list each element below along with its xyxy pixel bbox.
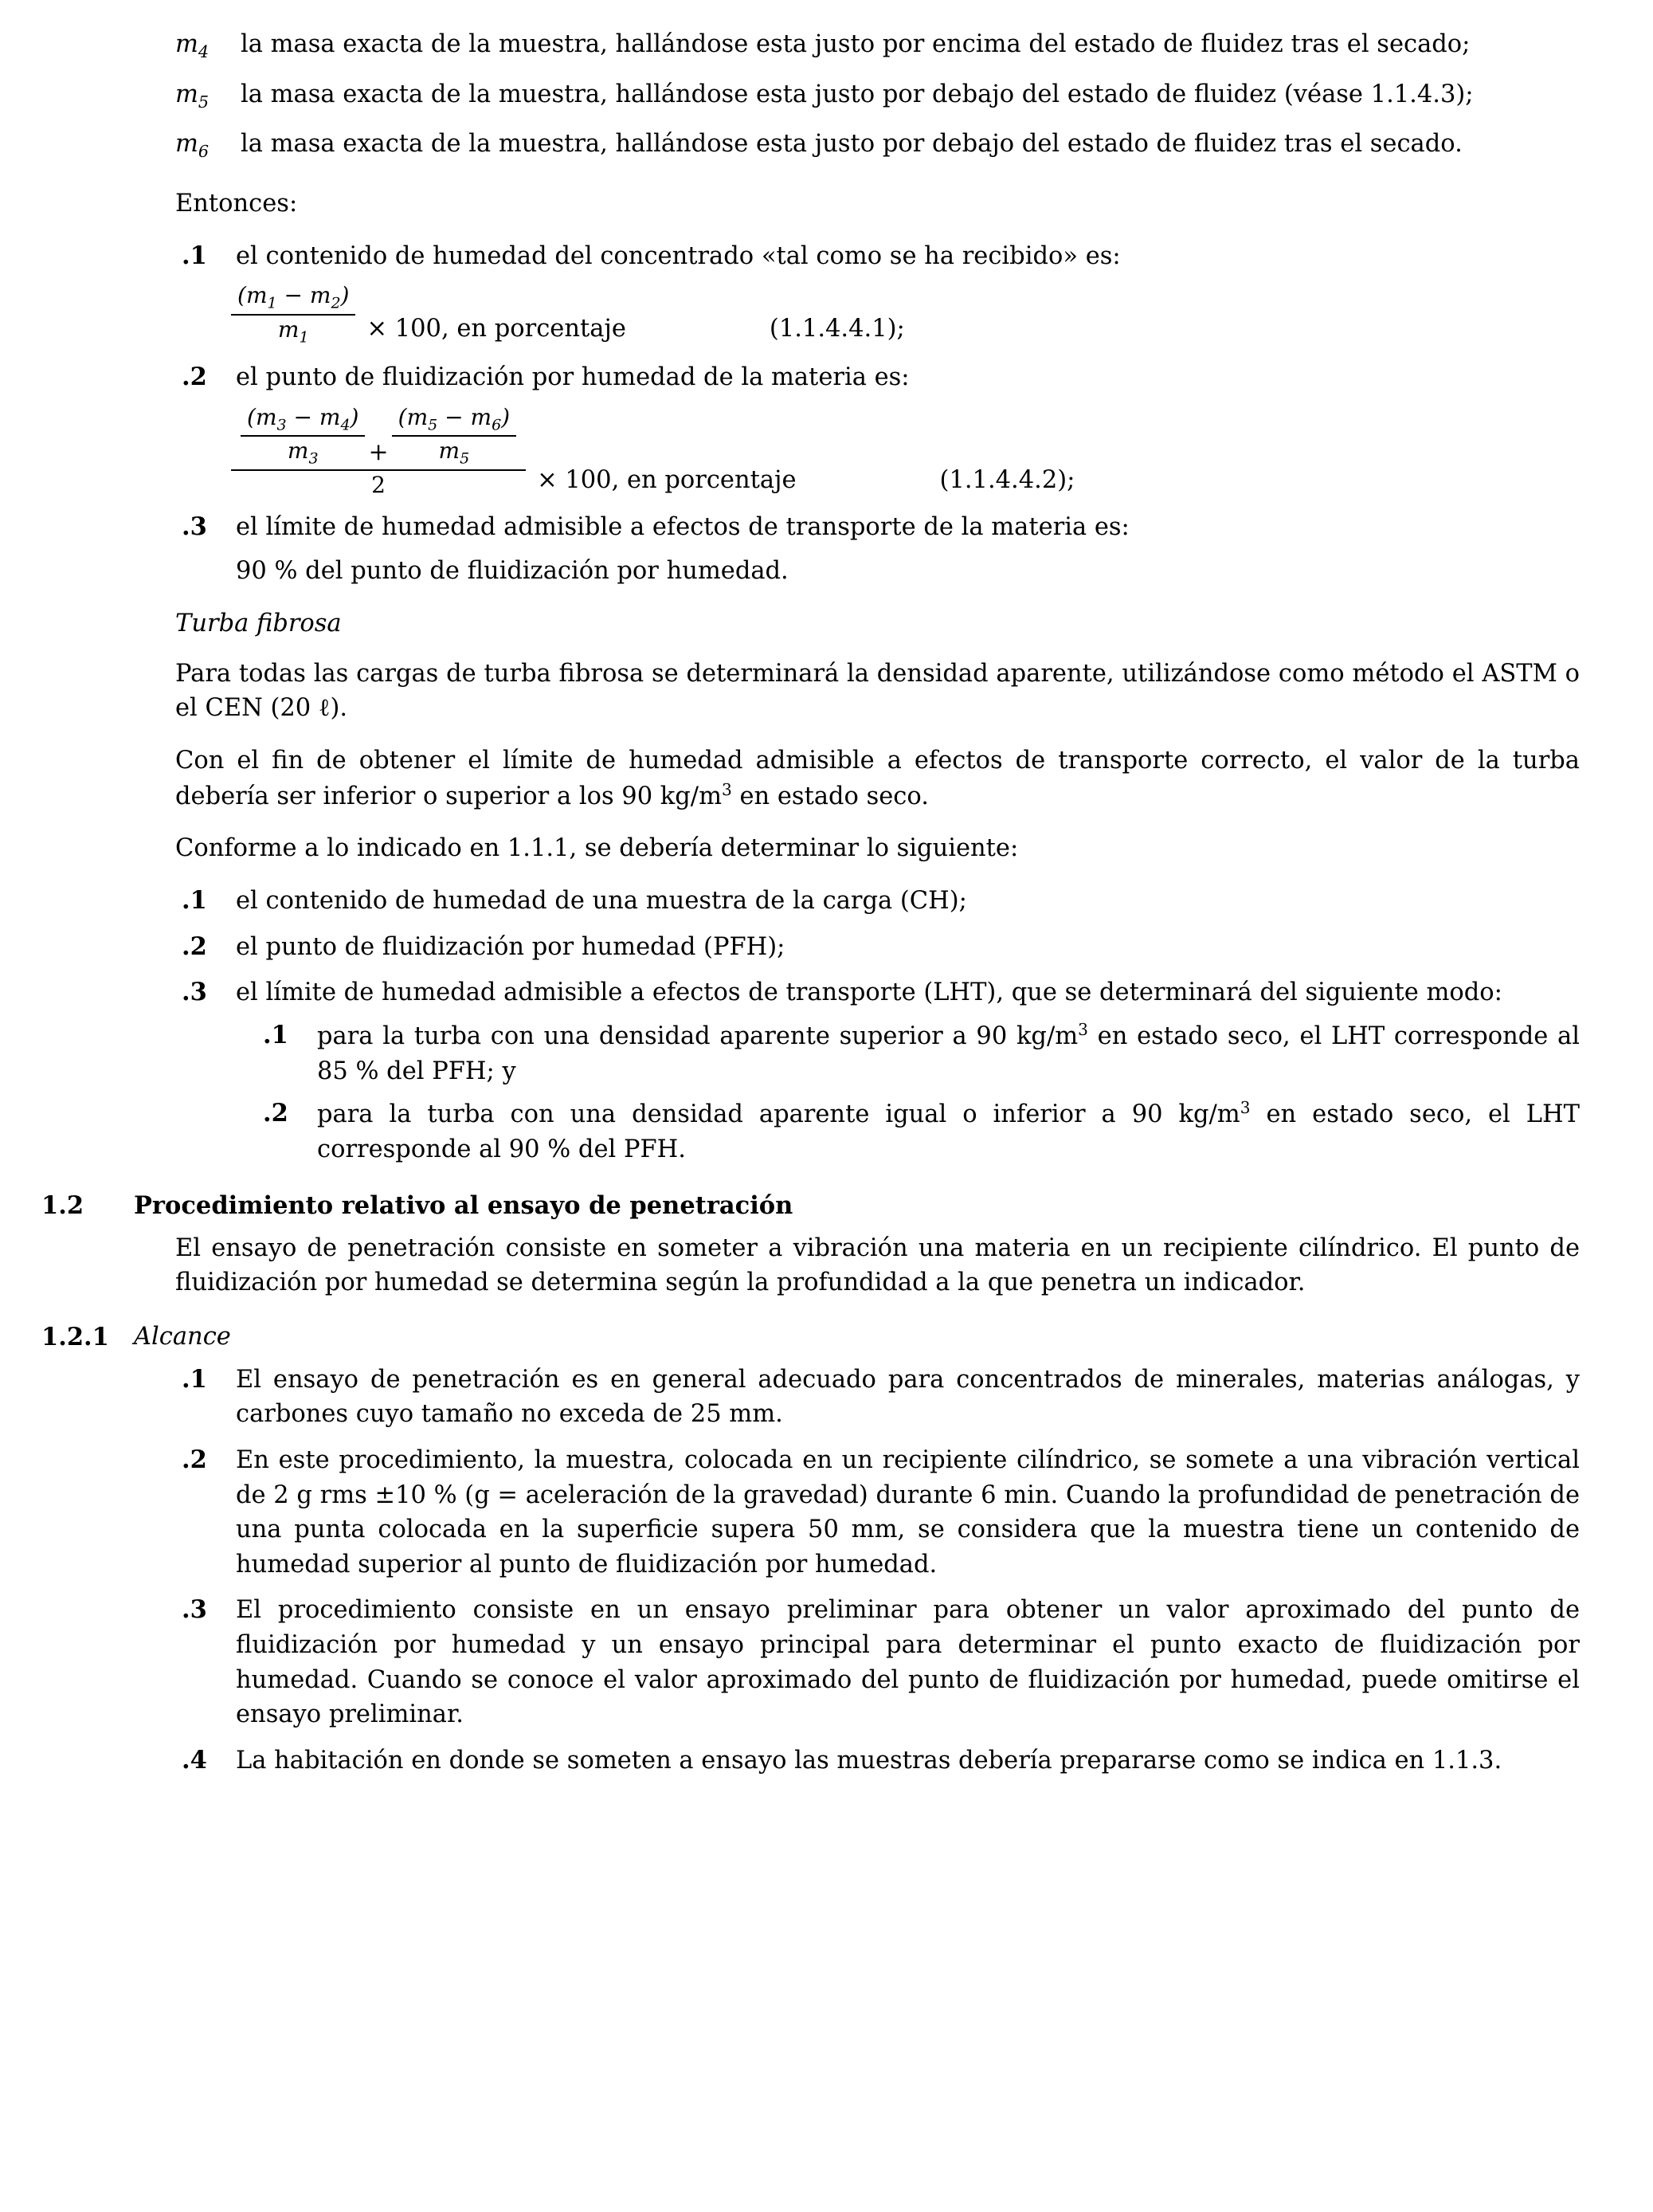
fraction-denominator: $m_3$ <box>287 437 319 468</box>
list-item <box>41 1593 1580 1732</box>
list-item <box>41 884 1580 919</box>
definition-list <box>41 27 1580 164</box>
outer-denominator: 2 <box>371 471 386 498</box>
symbol-m5: $m_5$ <box>175 80 210 112</box>
list-item-number: .1 <box>182 241 207 270</box>
formula-tail: × 100, en porcentaje <box>537 465 797 494</box>
sub-list-item-text: para la turba con una densidad aparente igual o inferior a 90 $kg/m^3$ en estado seco, el LHT corresponde al 90 % del PFH. <box>317 1098 1580 1163</box>
formula-reference: (1.1.4.4.2); <box>939 465 1075 494</box>
list-item-text: el punto de fluidización por humedad (PFH); <box>236 932 785 961</box>
list-item <box>41 510 1580 545</box>
fraction <box>231 281 355 347</box>
definition-item <box>41 77 1580 115</box>
section-number: 1.2 <box>41 1190 84 1220</box>
list-item-text: el límite de humedad admisible a efectos de transporte de la materia es: <box>236 512 1130 541</box>
list-item-number: .2 <box>182 931 207 961</box>
list-item-text: El procedimiento consiste en un ensayo preliminar para obtener un valor aproximado del punto de fluidización por humedad y un ensayo principal para determinar el punto exacto de fluidización por humedad. Cuando se conoce el valor aproximado del punto de fluidización por humedad, puede omitirse el ensayo preliminar. <box>236 1596 1580 1729</box>
fraction-numerator: $(m_5 - m_6)$ <box>398 403 511 434</box>
section-heading-1-2 <box>41 1191 1580 1220</box>
list-item <box>41 1363 1580 1432</box>
fraction-numerator: $(m_3 - m_4)$ <box>247 403 359 434</box>
list-item-number: .3 <box>182 978 207 1007</box>
section-1-2-paragraph: El ensayo de penetración consiste en someter a vibración una materia en un recipiente cilíndrico. El punto de fluidización por humedad se determina según la profundidad a la que penetra un indicador. <box>175 1233 1580 1297</box>
list-item-number: .3 <box>182 512 207 541</box>
subheading-turba-fibrosa: Turba fibrosa <box>175 609 342 637</box>
list-item <box>41 1743 1580 1779</box>
definition-text: la masa exacta de la muestra, hallándose esta justo por debajo del estado de fluidez (véase 1.1.4.3); <box>241 80 1474 108</box>
list-item-text: el punto de fluidización por humedad de la materia es: <box>236 363 910 392</box>
definition-item <box>41 27 1580 65</box>
turba-paragraph-1: Para todas las cargas de turba fibrosa se determinará la densidad aparente, utilizándose como método el ASTM o el CEN (20 ℓ). <box>175 659 1580 723</box>
fraction-numerator: $(m_1 - m_2)$ <box>237 282 350 313</box>
list-item-text: el contenido de humedad del concentrado «tal como se ha recibido» es: <box>236 241 1121 270</box>
sub-list-item-number: .1 <box>263 1020 288 1049</box>
formula-1-1-4-4-2 <box>228 403 1580 499</box>
definition-item <box>41 127 1580 164</box>
list-item <box>41 239 1580 274</box>
fraction-right <box>392 403 516 469</box>
fraction-left <box>241 403 365 469</box>
list-item-number: .2 <box>182 363 207 392</box>
list-item-number: .1 <box>182 1364 207 1394</box>
list-item <box>41 975 1580 1010</box>
list-item-number: .4 <box>182 1745 207 1775</box>
sub-list-item <box>41 1096 1580 1167</box>
list-item-text: La habitación en donde se someten a ensayo las muestras debería prepararse como se indica en 1.1.3. <box>236 1746 1502 1775</box>
list-item <box>41 930 1580 965</box>
turba-paragraph-2: Con el fin de obtener el límite de humedad admisible a efectos de transporte correcto, el valor de la turba debería ser inferior o superior a los 90 $kg/m^3$ en estado seco. <box>175 747 1580 810</box>
formula-1-1-4-4-1 <box>228 281 1580 347</box>
list-item-text: En este procedimiento, la muestra, colocada en un recipiente cilíndrico, se somete a una vibración vertical de 2 g rms ±10 % (g = aceleración de la gravedad) durante 6 min. Cuando la profundidad de penetración de una punta colocada en la superficie supera 50 mm, se considera que la muestra tiene un contenido de humedad superior al punto de fluidización por humedad. <box>236 1446 1580 1579</box>
list-item-text: el contenido de humedad de una muestra de la carga (CH); <box>236 887 967 916</box>
list-item-number: .2 <box>182 1445 207 1475</box>
list-item-text: El ensayo de penetración es en general adecuado para concentrados de minerales, materias análogas, y carbones cuyo tamaño no exceda de 25 mm. <box>236 1365 1580 1429</box>
symbol-m6: $m_6$ <box>175 130 210 162</box>
section-title: Alcance <box>134 1322 231 1351</box>
sub-list-item <box>41 1018 1580 1088</box>
outer-numerator <box>231 403 526 469</box>
after-item3-text: 90 % del punto de fluidización por humedad. <box>236 557 789 586</box>
list-item-number: .1 <box>182 886 207 916</box>
list-item-text: el límite de humedad admisible a efectos de transporte (LHT), que se determinará del siguiente modo: <box>236 979 1502 1007</box>
list-item <box>41 360 1580 395</box>
definition-text: la masa exacta de la muestra, hallándose esta justo por encima del estado de fluidez tras el secado; <box>241 30 1471 58</box>
list-item-number: .3 <box>182 1595 207 1625</box>
outer-fraction <box>231 403 526 499</box>
list-item <box>41 1443 1580 1582</box>
section-number: 1.2.1 <box>41 1322 109 1351</box>
sub-list-item-number: .2 <box>263 1099 288 1128</box>
formula-reference: (1.1.4.4.1); <box>769 315 905 343</box>
plus-operator: + <box>368 438 389 467</box>
sub-list-item-text: para la turba con una densidad aparente superior a 90 $kg/m^3$ en estado seco, el LHT corresponde al 85 % del PFH; y <box>317 1019 1580 1085</box>
section-heading-1-2-1 <box>41 1323 1580 1351</box>
formula-tail: × 100, en porcentaje <box>366 315 626 343</box>
entonces-label: Entonces: <box>175 190 298 218</box>
fraction-denominator: $m_5$ <box>438 437 470 468</box>
section-title: Procedimiento relativo al ensayo de penetración <box>134 1190 793 1220</box>
definition-text: la masa exacta de la muestra, hallándose esta justo por debajo del estado de fluidez tras el secado. <box>241 130 1463 159</box>
turba-paragraph-3: Conforme a lo indicado en 1.1.1, se debería determinar lo siguiente: <box>175 834 1019 863</box>
symbol-m4: $m_4$ <box>175 30 210 62</box>
fraction-denominator: $m_1$ <box>277 316 309 347</box>
